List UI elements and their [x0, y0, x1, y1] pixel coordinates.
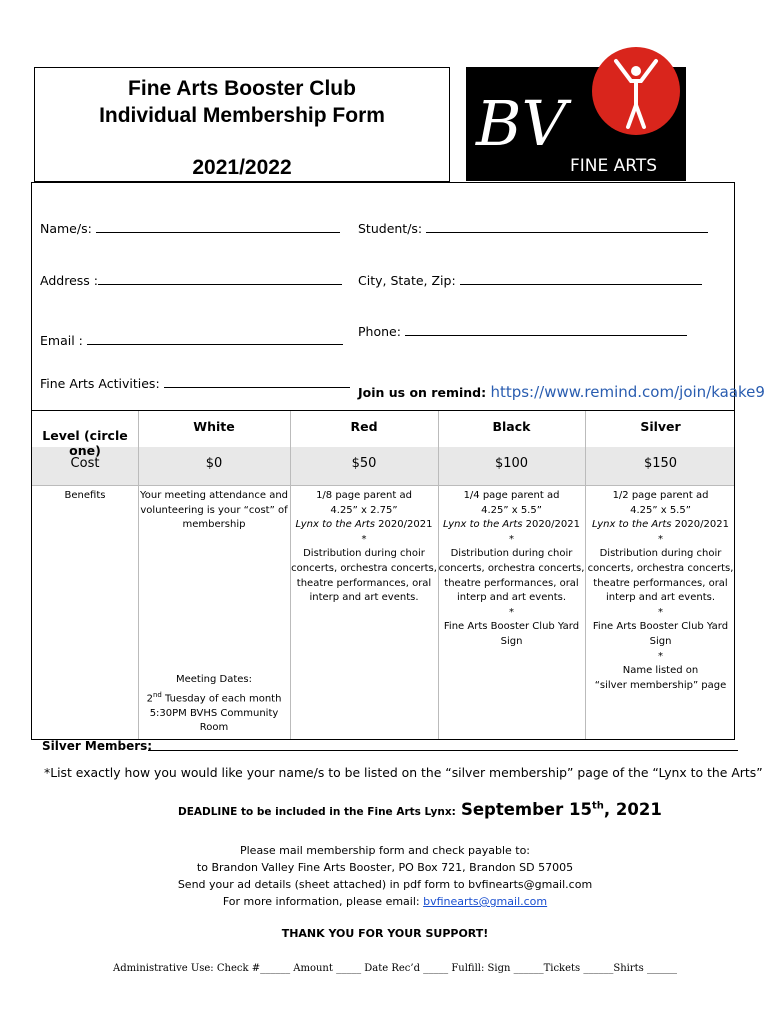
- mail-line1: Please mail membership form and check payable to:: [239, 844, 531, 857]
- list-note: *List exactly how you would like your name/s to be listed on the “silver membership” page of the “Lynx to the Arts”: [44, 765, 763, 780]
- students-field[interactable]: [358, 221, 708, 236]
- address-field[interactable]: [40, 273, 342, 288]
- bv-fine-arts-logo: [466, 43, 686, 181]
- email-line[interactable]: [87, 333, 343, 345]
- level-label: Level (circle one): [42, 428, 128, 458]
- email-field[interactable]: [40, 333, 343, 348]
- cost-label: Cost: [70, 456, 100, 471]
- form-title-line2: Individual Membership Form: [99, 104, 385, 127]
- phone-line[interactable]: [405, 324, 687, 336]
- silver-members-line[interactable]: [148, 750, 738, 751]
- benefits-red: 1/8 page parent ad 4.25” x 2.75” Lynx to the Arts 2020/2021 * Distribution during choir concerts, orchestra concerts, theatre performances, oral interp and art events.: [291, 490, 437, 604]
- level-white[interactable]: White: [193, 419, 235, 434]
- cost-silver: $150: [643, 456, 678, 471]
- mail-line4: For more information, please email: bvfinearts@gmail.com: [222, 895, 548, 908]
- benefits-white: Your meeting attendance and volunteering is your “cost” of membership: [139, 490, 289, 531]
- deadline-label: DEADLINE to be included in the Fine Arts Lynx:: [178, 806, 456, 818]
- remind-label: Join us on remind:: [358, 385, 491, 400]
- form-title-line1: Fine Arts Booster Club: [128, 77, 356, 100]
- address-line[interactable]: [98, 273, 342, 285]
- city-state-zip-line[interactable]: [460, 273, 702, 285]
- names-line[interactable]: [96, 221, 340, 233]
- benefits-label: Benefits: [64, 490, 106, 501]
- logo-monogram: BV: [476, 87, 567, 160]
- logo-graphic: [466, 43, 686, 181]
- activities-label: Fine Arts Activities:: [40, 376, 164, 391]
- deadline: [178, 800, 662, 819]
- member-info-box: [31, 182, 765, 410]
- level-silver[interactable]: Silver: [640, 419, 681, 434]
- mail-line3: Send your ad details (sheet attached) in pdf form to bvfinearts@gmail.com: [177, 878, 593, 891]
- form-title-box: [34, 67, 450, 182]
- city-state-zip-field[interactable]: [358, 273, 702, 288]
- phone-label: Phone:: [358, 324, 405, 339]
- activities-field[interactable]: [40, 376, 350, 391]
- thank-you: THANK YOU FOR YOUR SUPPORT!: [281, 927, 489, 940]
- remind-row: [358, 383, 765, 401]
- mail-line2: to Brandon Valley Fine Arts Booster, PO Box 721, Brandon SD 57005: [196, 861, 574, 874]
- names-field[interactable]: [40, 221, 340, 236]
- phone-field[interactable]: [358, 324, 687, 339]
- admin-use: Administrative Use: Check #______ Amount _____ Date Rec’d _____ Fulfill: Sign ______Tickets ______Shirts ______: [113, 963, 677, 974]
- remind-link[interactable]: https://www.remind.com/join/kaake9: [490, 383, 765, 401]
- contact-email-link[interactable]: bvfinearts@gmail.com: [423, 895, 548, 908]
- benefits-silver: 1/2 page parent ad 4.25” x 5.5” Lynx to the Arts 2020/2021 * Distribution during choir concerts, orchestra concerts, theatre performances, oral interp and art events. * Fine Arts Booster Club Yard Sign * Name listed on “silver membership” page: [587, 490, 734, 691]
- names-label: Name/s:: [40, 221, 96, 236]
- deadline-date: September 15th, 2021: [460, 800, 662, 819]
- email-label: Email :: [40, 333, 87, 348]
- level-red[interactable]: Red: [350, 419, 378, 434]
- benefits-black: 1/4 page parent ad 4.25” x 5.5” Lynx to the Arts 2020/2021 * Distribution during choir concerts, orchestra concerts, theatre performances, oral interp and art events. * Fine Arts Booster Club Yard Sign: [438, 490, 585, 647]
- silver-members-label: Silver Members:: [42, 739, 153, 753]
- level-black[interactable]: Black: [492, 419, 531, 434]
- students-label: Student/s:: [358, 221, 427, 236]
- cost-black: $100: [494, 456, 529, 471]
- activities-line[interactable]: [164, 376, 350, 388]
- mailing-info: [0, 842, 770, 910]
- logo-subtitle: FINE ARTS: [570, 156, 658, 176]
- silver-members-field[interactable]: [42, 739, 152, 753]
- address-label: Address :: [40, 273, 98, 288]
- cost-red: $50: [351, 456, 377, 471]
- meeting-dates: Meeting Dates: 2nd Tuesday of each month 5:30PM BVHS Community Room: [146, 674, 282, 734]
- form-year: 2021/2022: [192, 156, 292, 179]
- membership-levels-table: [31, 410, 735, 740]
- city-state-zip-label: City, State, Zip:: [358, 273, 460, 288]
- students-line[interactable]: [426, 221, 708, 233]
- cost-white: $0: [205, 456, 223, 471]
